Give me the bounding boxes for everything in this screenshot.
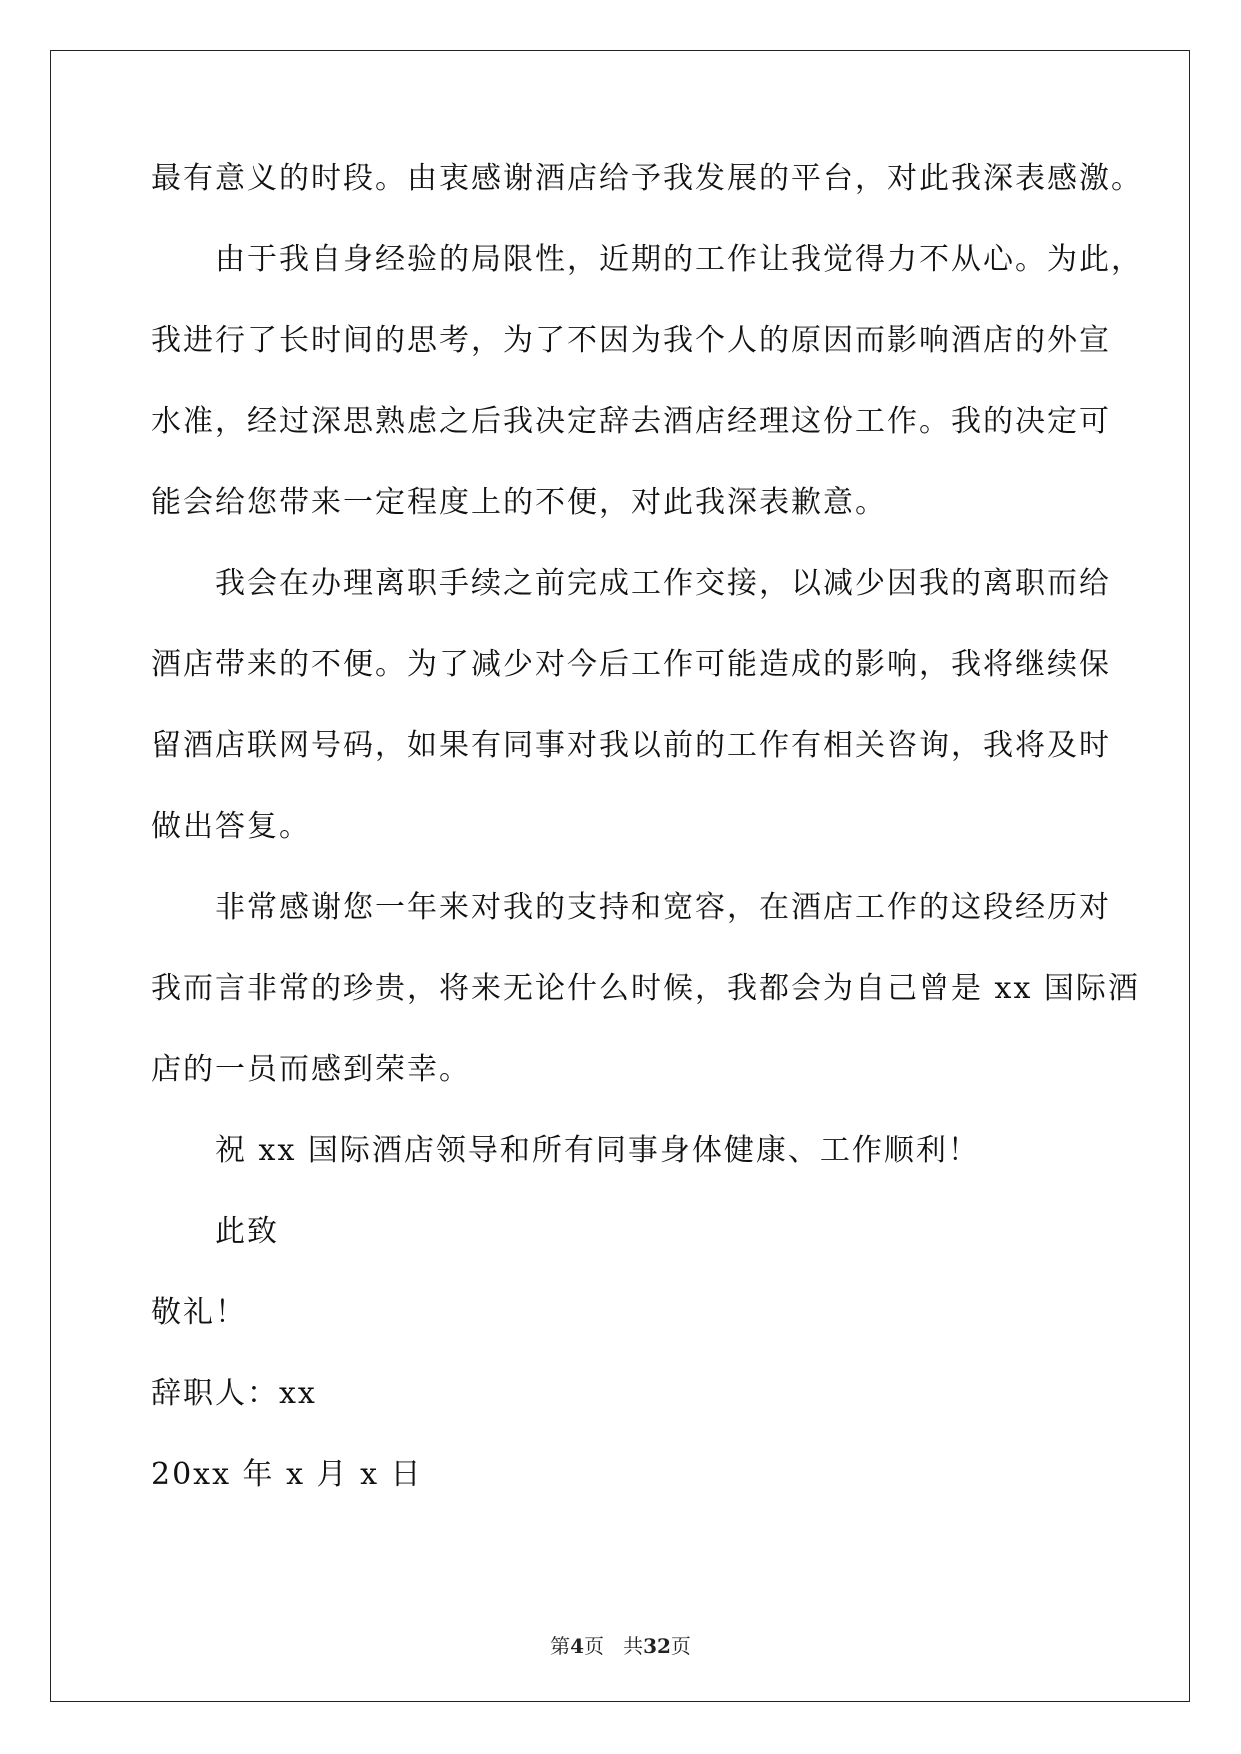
footer-total-unit: 页: [670, 1634, 691, 1658]
blessing-line: 祝 xx 国际酒店领导和所有同事身体健康、工作顺利！: [215, 1133, 980, 1168]
text-line: 非常感谢您一年来对我的支持和宽容，在酒店工作的这段经历对: [215, 890, 1111, 925]
total-page-number: 32: [643, 1634, 671, 1658]
text-line: 我会在办理离职手续之前完成工作交接，以减少因我的离职而给: [215, 566, 1111, 601]
text-line: 酒店带来的不便。为了减少对今后工作可能造成的影响，我将继续保: [151, 647, 1111, 682]
text-line: 我进行了长时间的思考，为了不因为我个人的原因而影响酒店的外宣: [151, 323, 1111, 358]
text-line: 最有意义的时段。由衷感谢酒店给予我发展的平台，对此我深表感激。: [151, 161, 1143, 196]
date-line: 20xx 年 x 月 x 日: [151, 1457, 423, 1492]
footer-page-unit: 页: [584, 1634, 604, 1658]
closing-salutation: 此致: [215, 1214, 279, 1249]
closing-regards: 敬礼！: [151, 1295, 247, 1330]
text-line: 我而言非常的珍贵，将来无论什么时候，我都会为自己曾是 xx 国际酒: [151, 971, 1140, 1006]
text-line: 店的一员而感到荣幸。: [151, 1052, 471, 1087]
text-line: 留酒店联网号码，如果有同事对我以前的工作有相关咨询，我将及时: [151, 728, 1111, 763]
footer-prefix: 第: [550, 1634, 571, 1658]
text-line: 水准，经过深思熟虑之后我决定辞去酒店经理这份工作。我的决定可: [151, 404, 1111, 439]
current-page-number: 4: [570, 1634, 584, 1658]
signature-line: 辞职人：xx: [151, 1376, 317, 1411]
page-footer: [0, 1630, 1241, 1659]
document-body: [151, 161, 1143, 1541]
text-line: 能会给您带来一定程度上的不便，对此我深表歉意。: [151, 485, 887, 520]
text-line: 做出答复。: [151, 809, 311, 844]
footer-total-prefix: 共: [623, 1634, 644, 1658]
text-line: 由于我自身经验的局限性，近期的工作让我觉得力不从心。为此，: [215, 242, 1143, 277]
